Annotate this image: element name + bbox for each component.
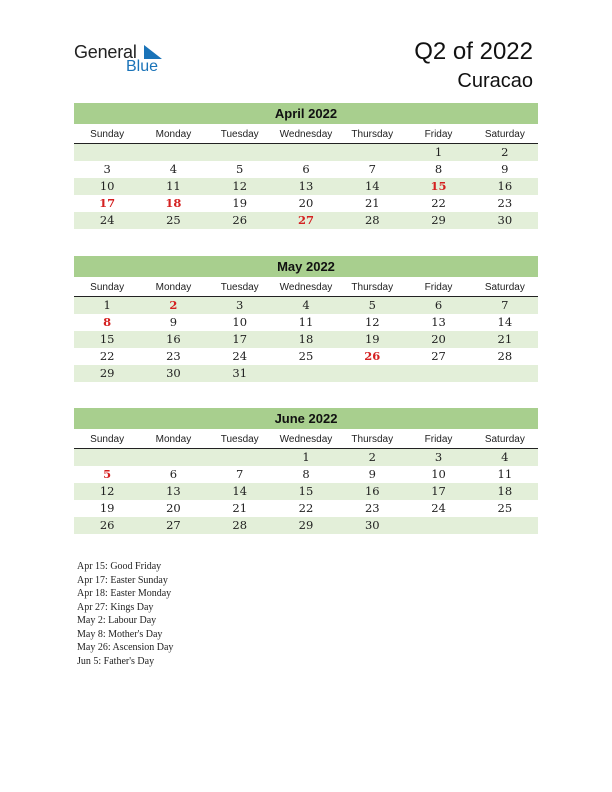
day-cell: 7	[368, 162, 376, 176]
day-cell: 8	[434, 162, 443, 176]
day-cell: 23	[166, 349, 181, 363]
day-cell	[74, 144, 140, 161]
day-cell	[472, 517, 538, 534]
day-cell: 6	[434, 298, 443, 312]
day-cell: 27	[166, 518, 181, 532]
day-cell: 7	[236, 467, 244, 481]
day-cell: 16	[497, 179, 513, 193]
weekday-label: Thursday	[351, 282, 394, 293]
logo-general-text: General	[74, 42, 137, 62]
day-cell: 22	[431, 196, 446, 210]
week-row	[74, 212, 538, 229]
page-title: Q2 of 2022	[414, 38, 533, 65]
holiday-item: May 26: Ascension Day	[77, 642, 174, 653]
day-cell	[273, 365, 339, 382]
day-cell: 1	[103, 298, 111, 312]
day-cell: 9	[368, 467, 376, 481]
day-cell: 25	[166, 213, 181, 227]
day-cell: 21	[232, 501, 248, 515]
holiday-item: Apr 18: Easter Monday	[77, 588, 172, 599]
holiday-item: Apr 27: Kings Day	[77, 601, 154, 613]
day-cell: 31	[232, 366, 248, 380]
day-cell: 24	[232, 349, 248, 363]
day-cell: 17	[99, 196, 116, 210]
week-row	[74, 500, 538, 517]
day-cell: 21	[364, 196, 380, 210]
day-cell: 29	[99, 366, 115, 380]
day-cell: 5	[368, 298, 376, 312]
day-cell: 14	[364, 179, 380, 193]
day-cell: 26	[232, 213, 248, 227]
day-cell: 11	[497, 467, 513, 481]
weekday-label: Monday	[155, 282, 192, 293]
day-cell: 22	[298, 501, 314, 515]
day-cell: 29	[431, 213, 446, 227]
week-row	[74, 178, 538, 195]
week-row	[74, 331, 538, 348]
holiday-item: May 2: Labour Day	[77, 615, 157, 626]
day-cell: 18	[497, 484, 513, 498]
holiday-item: May 8: Mother's Day	[77, 628, 163, 640]
week-row	[74, 314, 538, 331]
day-cell: 25	[497, 501, 513, 515]
day-cell: 10	[232, 315, 248, 329]
day-cell: 9	[169, 315, 178, 329]
day-cell: 28	[364, 213, 380, 227]
weekday-label: Friday	[424, 282, 453, 293]
day-cell: 3	[103, 162, 111, 176]
day-cell: 20	[298, 196, 314, 210]
day-cell: 16	[166, 332, 181, 346]
day-cell: 11	[166, 179, 181, 193]
weekday-label: Sunday	[90, 129, 125, 140]
day-cell	[405, 517, 471, 534]
day-cell: 3	[434, 450, 443, 464]
day-cell: 13	[298, 179, 314, 193]
day-cell: 23	[497, 196, 513, 210]
day-cell: 25	[298, 349, 314, 363]
day-cell: 10	[99, 179, 115, 193]
day-cell: 19	[364, 332, 380, 346]
day-cell: 7	[501, 298, 509, 312]
day-cell: 30	[364, 518, 380, 532]
month-calendar	[74, 256, 538, 382]
day-cell: 17	[232, 332, 248, 346]
month-title: April 2022	[74, 103, 538, 124]
month-calendar	[74, 103, 538, 229]
day-cell: 22	[99, 349, 115, 363]
day-cell: 8	[302, 467, 310, 481]
day-cell: 10	[431, 467, 446, 481]
weekday-label: Wednesday	[279, 129, 333, 140]
day-cell: 26	[99, 518, 115, 532]
weekday-label: Friday	[424, 434, 453, 445]
weekday-label: Tuesday	[220, 129, 259, 140]
country-name: Curacao	[457, 70, 533, 92]
day-cell: 14	[497, 315, 513, 329]
day-cell	[273, 144, 339, 161]
day-cell	[472, 365, 538, 382]
week-row	[74, 161, 538, 178]
weekday-header-row	[74, 279, 538, 297]
day-cell: 21	[497, 332, 513, 346]
day-cell: 6	[302, 162, 310, 176]
day-cell: 23	[364, 501, 380, 515]
day-cell: 28	[497, 349, 513, 363]
week-row	[74, 195, 538, 212]
day-cell: 20	[431, 332, 446, 346]
day-cell: 2	[501, 145, 509, 159]
day-cell	[140, 144, 206, 161]
day-cell: 20	[166, 501, 181, 515]
weekday-label: Wednesday	[279, 434, 333, 445]
week-row	[74, 365, 538, 382]
month-calendar	[74, 408, 538, 534]
day-cell: 24	[99, 213, 115, 227]
day-cell: 18	[165, 196, 182, 210]
day-cell: 5	[103, 467, 112, 481]
weekday-label: Saturday	[484, 434, 525, 445]
day-cell: 4	[501, 450, 509, 464]
day-cell: 12	[364, 315, 380, 329]
day-cell: 15	[298, 484, 314, 498]
day-cell: 2	[368, 450, 376, 464]
weekday-label: Tuesday	[220, 282, 259, 293]
day-cell: 30	[166, 366, 181, 380]
day-cell	[339, 144, 405, 161]
weekday-header-row	[74, 431, 538, 449]
weekday-label: Monday	[155, 129, 192, 140]
weekday-label: Thursday	[351, 434, 394, 445]
holiday-item: Apr 15: Good Friday	[77, 561, 162, 572]
day-cell: 19	[232, 196, 248, 210]
day-cell: 15	[99, 332, 115, 346]
month-title: May 2022	[74, 256, 538, 277]
day-cell: 17	[431, 484, 446, 498]
weekday-label: Sunday	[90, 434, 125, 445]
day-cell: 1	[434, 145, 443, 159]
week-row	[74, 466, 538, 483]
weekday-label: Saturday	[484, 129, 525, 140]
day-cell	[74, 449, 140, 466]
day-cell: 1	[302, 450, 310, 464]
day-cell: 13	[431, 315, 446, 329]
week-row	[74, 483, 538, 500]
day-cell: 14	[232, 484, 248, 498]
weekday-label: Tuesday	[220, 434, 259, 445]
day-cell: 29	[298, 518, 314, 532]
day-cell: 8	[103, 315, 112, 329]
logo-blue-text: Blue	[126, 58, 159, 75]
day-cell: 6	[169, 467, 178, 481]
week-row	[74, 348, 538, 365]
day-cell: 27	[431, 349, 446, 363]
day-cell	[339, 365, 405, 382]
day-cell: 15	[430, 179, 447, 193]
day-cell: 16	[364, 484, 380, 498]
holiday-item: Jun 5: Father's Day	[77, 655, 155, 667]
day-cell: 5	[236, 162, 244, 176]
day-cell: 3	[236, 298, 244, 312]
day-cell: 4	[302, 298, 310, 312]
holiday-list	[77, 560, 173, 668]
week-row	[74, 297, 538, 314]
generalblue-logo	[74, 42, 174, 78]
day-cell: 18	[298, 332, 314, 346]
weekday-label: Monday	[155, 434, 192, 445]
week-row	[74, 144, 538, 161]
day-cell: 13	[166, 484, 181, 498]
weekday-label: Friday	[424, 129, 453, 140]
day-cell: 26	[364, 349, 381, 363]
day-cell: 19	[99, 501, 115, 515]
day-cell	[207, 449, 273, 466]
day-cell: 12	[99, 484, 115, 498]
weekday-label: Wednesday	[279, 282, 333, 293]
week-row	[74, 449, 538, 466]
month-title: June 2022	[74, 408, 538, 429]
holiday-item: Apr 17: Easter Sunday	[77, 574, 168, 586]
day-cell: 2	[169, 298, 178, 312]
day-cell: 12	[232, 179, 248, 193]
day-cell: 11	[298, 315, 314, 329]
day-cell	[207, 144, 273, 161]
week-row	[74, 517, 538, 534]
day-cell: 24	[431, 501, 446, 515]
weekday-label: Sunday	[90, 282, 125, 293]
day-cell	[140, 449, 206, 466]
day-cell: 30	[497, 213, 513, 227]
day-cell: 4	[169, 162, 178, 176]
weekday-header-row	[74, 126, 538, 144]
day-cell: 9	[501, 162, 509, 176]
day-cell: 27	[297, 213, 314, 227]
day-cell: 28	[232, 518, 248, 532]
weekday-label: Thursday	[351, 129, 394, 140]
weekday-label: Saturday	[484, 282, 525, 293]
day-cell	[405, 365, 471, 382]
